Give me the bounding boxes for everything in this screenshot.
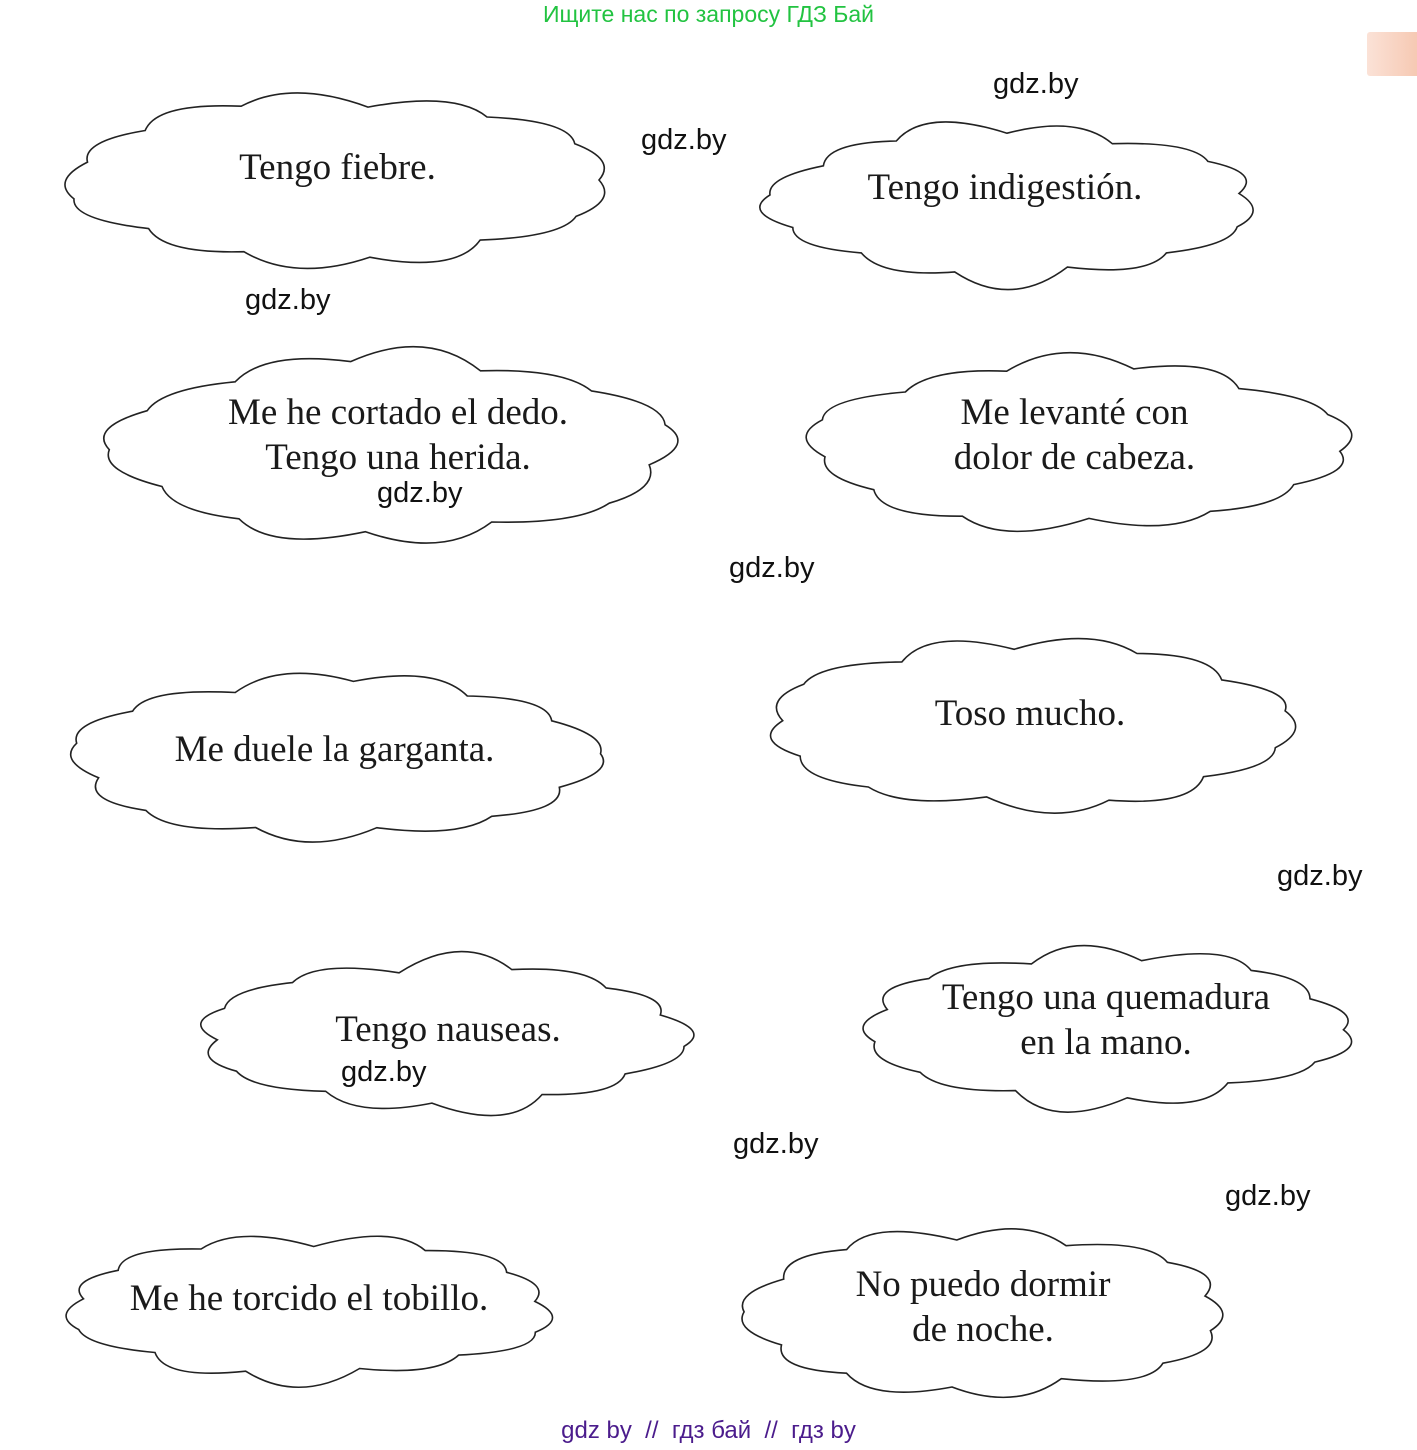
watermark: gdz.by [733,1128,819,1160]
cloud-text-line: Me duele la garganta. [174,729,495,770]
watermark: gdz.by [341,1056,427,1088]
cloud-text-line: en la mano. [1020,1022,1192,1063]
watermark: gdz.by [641,124,727,156]
cloud-text-line: No puedo dormir [855,1264,1111,1305]
watermark: gdz.by [729,552,815,584]
footer-links: gdz by // гдз бай // гдз by [561,1417,856,1444]
watermark: gdz.by [1277,860,1363,892]
cloud-text-line: Me he torcido el tobillo. [129,1278,489,1319]
speech-cloud-cut-finger [92,340,692,555]
speech-cloud-fever [50,80,625,280]
cloud-text-line: Tengo fiebre. [239,147,436,188]
speech-cloud-nausea [182,945,704,1125]
watermark: gdz.by [377,477,463,509]
speech-cloud-indigestion [750,110,1270,295]
speech-cloud-sore-throat [52,660,617,855]
cloud-text-line: Me levanté con [960,392,1189,433]
cloud-text-line: Tengo nauseas. [335,1009,561,1050]
cloud-text-line: de noche. [912,1309,1054,1350]
speech-cloud-insomnia [722,1215,1244,1410]
corner-accent-tab [1367,32,1417,76]
cloud-text-line: Tengo una quemadura [941,977,1271,1018]
cloud-text-line: Toso mucho. [934,693,1126,734]
header-banner: Ищите нас по запросу ГДЗ Бай [542,1,875,27]
speech-cloud-burn [845,935,1367,1120]
cloud-text-line: dolor de cabeza. [953,437,1196,478]
cloud-text-line: Me he cortado el dedo. [227,392,569,433]
watermark: gdz.by [1225,1180,1311,1212]
speech-cloud-headache [792,345,1367,545]
watermark: gdz.by [245,284,331,316]
watermark: gdz.by [993,68,1079,100]
cloud-text-line: Tengo una herida. [265,437,531,478]
cloud-text-line: Tengo indigestión. [867,167,1143,208]
speech-cloud-cough [750,625,1310,825]
speech-cloud-sprained-ankle [48,1220,570,1395]
